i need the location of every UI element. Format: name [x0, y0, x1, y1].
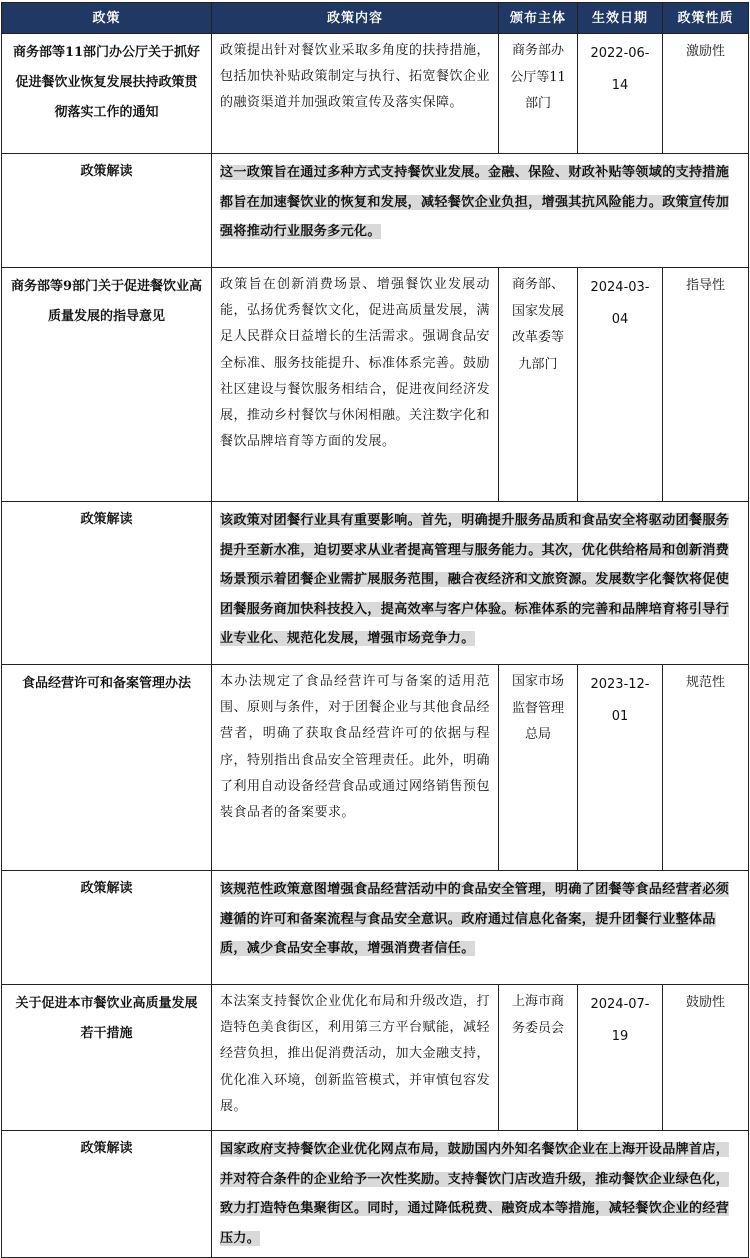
- header-content: 政策内容: [212, 3, 499, 34]
- policy-nature: 鼓励性: [663, 985, 749, 1131]
- policy-issuer: 国家市场监督管理总局: [499, 665, 578, 871]
- interpretation-label: 政策解读: [2, 154, 212, 268]
- interpretation-row: [2, 871, 749, 985]
- interpretation-text: 该政策对团餐行业具有重要影响。首先，明确提升服务品质和食品安全将驱动团餐服务提升至新水准，迫切要求从业者提高管理与服务能力。其次，优化供给格局和创新消费场景预示着团餐企业需扩展服务范围，融合夜经济和文旅资源。发展数字化餐饮将促使团餐服务商加快科技投入，提高效率与客户体验。标准体系的完善和品牌培育将引导行业专业化、规范化发展，增强市场竞争力。: [220, 513, 730, 647]
- interpretation-text: 该规范性政策意图增强食品经营活动中的食品安全管理，明确了团餐等食品经营者必须遵循的许可和备案流程与食品安全意识。政府通过信息化备案，提升团餐行业整体品质，减少食品安全事故，增强消费者信任。: [220, 882, 730, 957]
- interpretation-text: 国家政府支持餐饮企业优化网点布局，鼓励国内外知名餐饮企业在上海开设品牌首店，并对符合条件的企业给予一次性奖励。支持餐饮门店改造升级，推动餐饮企业绿色化，致力打造特色集聚街区。同时，通过降低税费、融资成本等措施，减轻餐饮企业的经营压力。: [220, 1142, 730, 1246]
- policy-content: 本法案支持餐饮企业优化布局和升级改造，打造特色美食街区，利用第三方平台赋能，减轻经营负担，推出促消费活动，加大金融支持，优化准入环境，创新监管模式，并审慎包容发展。: [212, 985, 499, 1131]
- policy-nature: 激励性: [663, 34, 749, 154]
- policy-issuer: 商务部、国家发展改革委等九部门: [499, 268, 578, 502]
- policy-issuer: 上海市商务委员会: [499, 985, 578, 1131]
- policy-date: 2024-03-04: [578, 268, 663, 502]
- policy-content: 本办法规定了食品经营许可与备案的适用范围、原则与条件，对于团餐企业与其他食品经营者，明确了获取食品经营许可的依据与程序，特别指出食品安全管理责任。此外，明确了利用自动设备经营食品或通过网络销售预包装食品者的备案要求。: [212, 665, 499, 871]
- header-date: 生效日期: [578, 3, 663, 34]
- table-row: [2, 985, 749, 1131]
- table-header-row: [2, 3, 749, 34]
- policy-content: 政策提出针对餐饮业采取多角度的扶持措施，包括加快补贴政策制定与执行、拓宽餐饮企业的融资渠道并加强政策宣传及落实保障。: [212, 34, 499, 154]
- interpretation-cell: [212, 154, 749, 268]
- interpretation-label: 政策解读: [2, 502, 212, 665]
- interpretation-cell: [212, 502, 749, 665]
- interpretation-label: 政策解读: [2, 871, 212, 985]
- interpretation-text: 这一政策旨在通过多种方式支持餐饮业发展。金融、保险、财政补贴等领域的支持措施都旨在加速餐饮业的恢复和发展，减轻餐饮企业负担，增强其抗风险能力。政策宣传加强将推动行业服务多元化。: [220, 165, 730, 240]
- table-row: [2, 268, 749, 502]
- interpretation-label: 政策解读: [2, 1131, 212, 1258]
- policy-name: 食品经营许可和备案管理办法: [2, 665, 212, 871]
- interpretation-cell: [212, 871, 749, 985]
- interpretation-row: [2, 154, 749, 268]
- header-issuer: 颁布主体: [499, 3, 578, 34]
- header-nature: 政策性质: [663, 3, 749, 34]
- policy-nature: 规范性: [663, 665, 749, 871]
- policy-nature: 指导性: [663, 268, 749, 502]
- policy-name: 商务部等11部门办公厅关于抓好促进餐饮业恢复发展扶持政策贯彻落实工作的通知: [2, 34, 212, 154]
- policy-name: 商务部等9部门关于促进餐饮业高质量发展的指导意见: [2, 268, 212, 502]
- policy-content: 政策旨在创新消费场景、增强餐饮业发展动能，弘扬优秀餐饮文化，促进高质量发展，满足人民群众日益增长的生活需求。强调食品安全标准、服务技能提升、标准体系完善。鼓励社区建设与餐饮服务相结合，促进夜间经济发展，推动乡村餐饮与休闲相融。关注数字化和餐饮品牌培育等方面的发展。: [212, 268, 499, 502]
- policy-name: 关于促进本市餐饮业高质量发展若干措施: [2, 985, 212, 1131]
- interpretation-cell: [212, 1131, 749, 1258]
- interpretation-row: [2, 1131, 749, 1258]
- header-policy: 政策: [2, 3, 212, 34]
- policy-date: 2023-12-01: [578, 665, 663, 871]
- policy-issuer: 商务部办公厅等11部门: [499, 34, 578, 154]
- policy-date: 2022-06-14: [578, 34, 663, 154]
- policy-table: [1, 2, 749, 1258]
- table-row: [2, 34, 749, 154]
- interpretation-row: [2, 502, 749, 665]
- table-row: [2, 665, 749, 871]
- policy-date: 2024-07-19: [578, 985, 663, 1131]
